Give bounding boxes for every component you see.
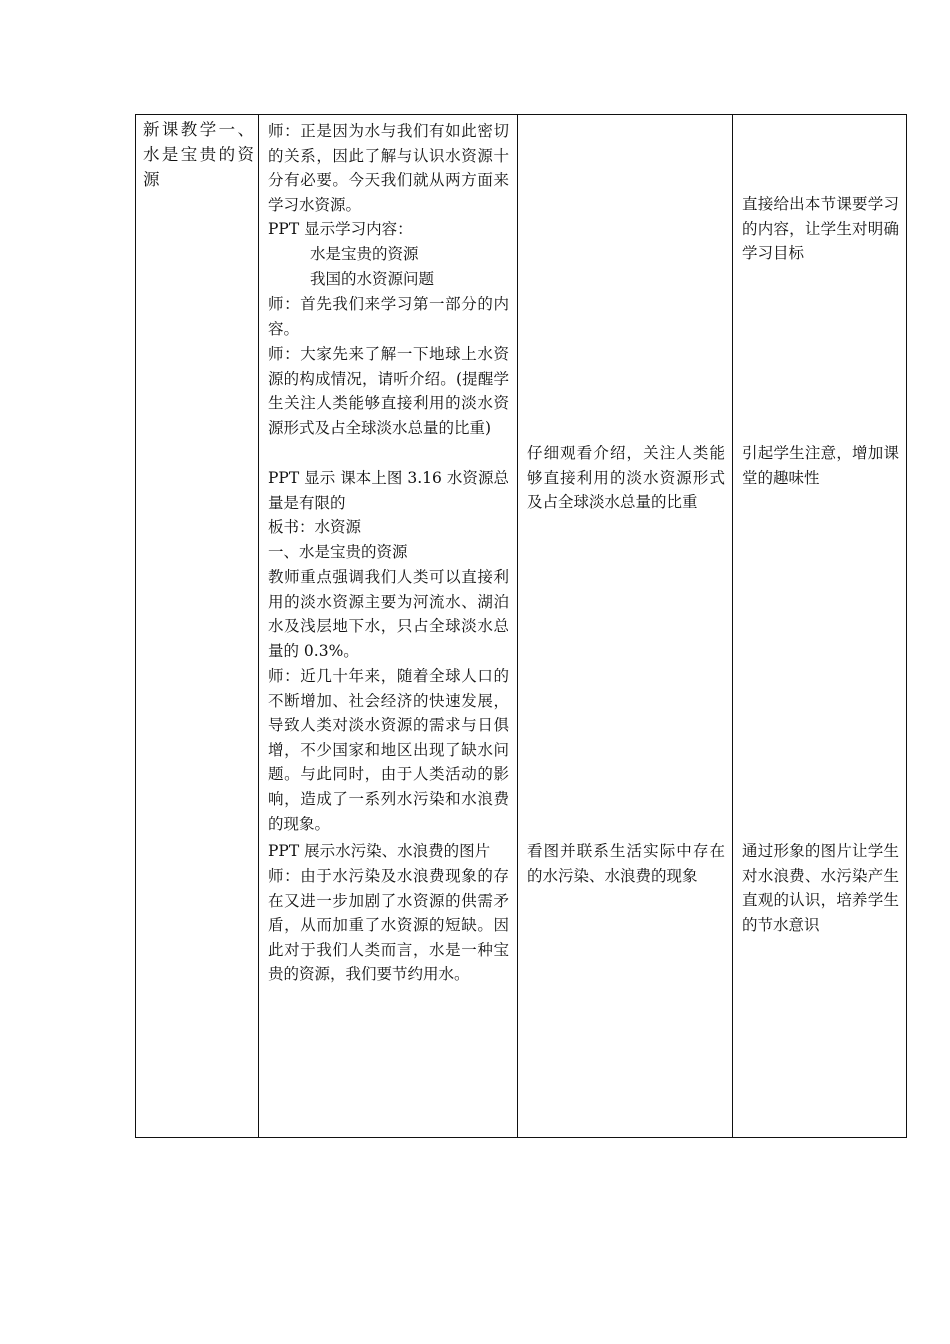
teacher-paragraph: PPT 展示水污染、水浪费的图片 (268, 842, 491, 860)
intent-paragraph: 通过形象的图片让学生对水浪费、水污染产生直观的认识，培养学生的节水意识 (742, 842, 899, 934)
teacher-paragraph: PPT 显示 课本上图 3.16 水资源总量是有限的 (268, 469, 509, 512)
intent-paragraph: 引起学生注意，增加课堂的趣味性 (742, 444, 899, 487)
teacher-paragraph: 师：由于水污染及水浪费现象的存在又进一步加剧了水资源的供需矛盾，从而加重了水资源的短缺。因此对于我们人类而言，水是一种宝贵的资源，我们要节约用水。 (268, 867, 509, 984)
teacher-activity-cell (259, 115, 518, 1138)
design-intent-cell (733, 115, 907, 1138)
table-row (136, 115, 907, 1138)
teacher-paragraph: 教师重点强调我们人类可以直接利用的淡水资源主要为河流水、湖泊水及浅层地下水，只占全球淡水总量的 0.3%。 (268, 568, 509, 660)
intent-paragraph: 直接给出本节课要学习的内容，让学生对明确学习目标 (742, 195, 899, 263)
teacher-paragraph: 我国的水资源问题 (310, 270, 435, 288)
teacher-paragraph: 师：近几十年来，随着全球人口的不断增加、社会经济的快速发展，导致人类对淡水资源的需求与日俱增，不少国家和地区出现了缺水问题。与此同时，由于人类活动的影响，造成了一系列水污染和水浪费的现象。 (268, 667, 509, 833)
teacher-paragraph: 师：大家先来了解一下地球上水资源的构成情况，请听介绍。(提醒学生关注人类能够直接利用的淡水资源形式及占全球淡水总量的比重) (268, 345, 509, 437)
student-activity-cell (518, 115, 733, 1138)
teacher-paragraph: 一、水是宝贵的资源 (268, 543, 408, 561)
student-paragraph: 看图并联系生活实际中存在的水污染、水浪费的现象 (527, 842, 725, 885)
teacher-paragraph: 师：首先我们来学习第一部分的内容。 (268, 295, 509, 338)
teacher-paragraph: 水是宝贵的资源 (310, 245, 419, 263)
student-paragraph: 仔细观看介绍，关注人类能够直接利用的淡水资源形式及占全球淡水总量的比重 (527, 444, 725, 512)
teacher-paragraph: PPT 显示学习内容： (268, 220, 413, 238)
lesson-plan-table (135, 114, 907, 1138)
stage-cell (136, 115, 259, 1138)
stage-label: 新课教学一、水是宝贵的资源 (143, 120, 254, 189)
teacher-paragraph: 师：正是因为水与我们有如此密切的关系，因此了解与认识水资源十分有必要。今天我们就从两方面来学习水资源。 (268, 122, 509, 214)
teacher-paragraph: 板书：水资源 (268, 518, 362, 536)
